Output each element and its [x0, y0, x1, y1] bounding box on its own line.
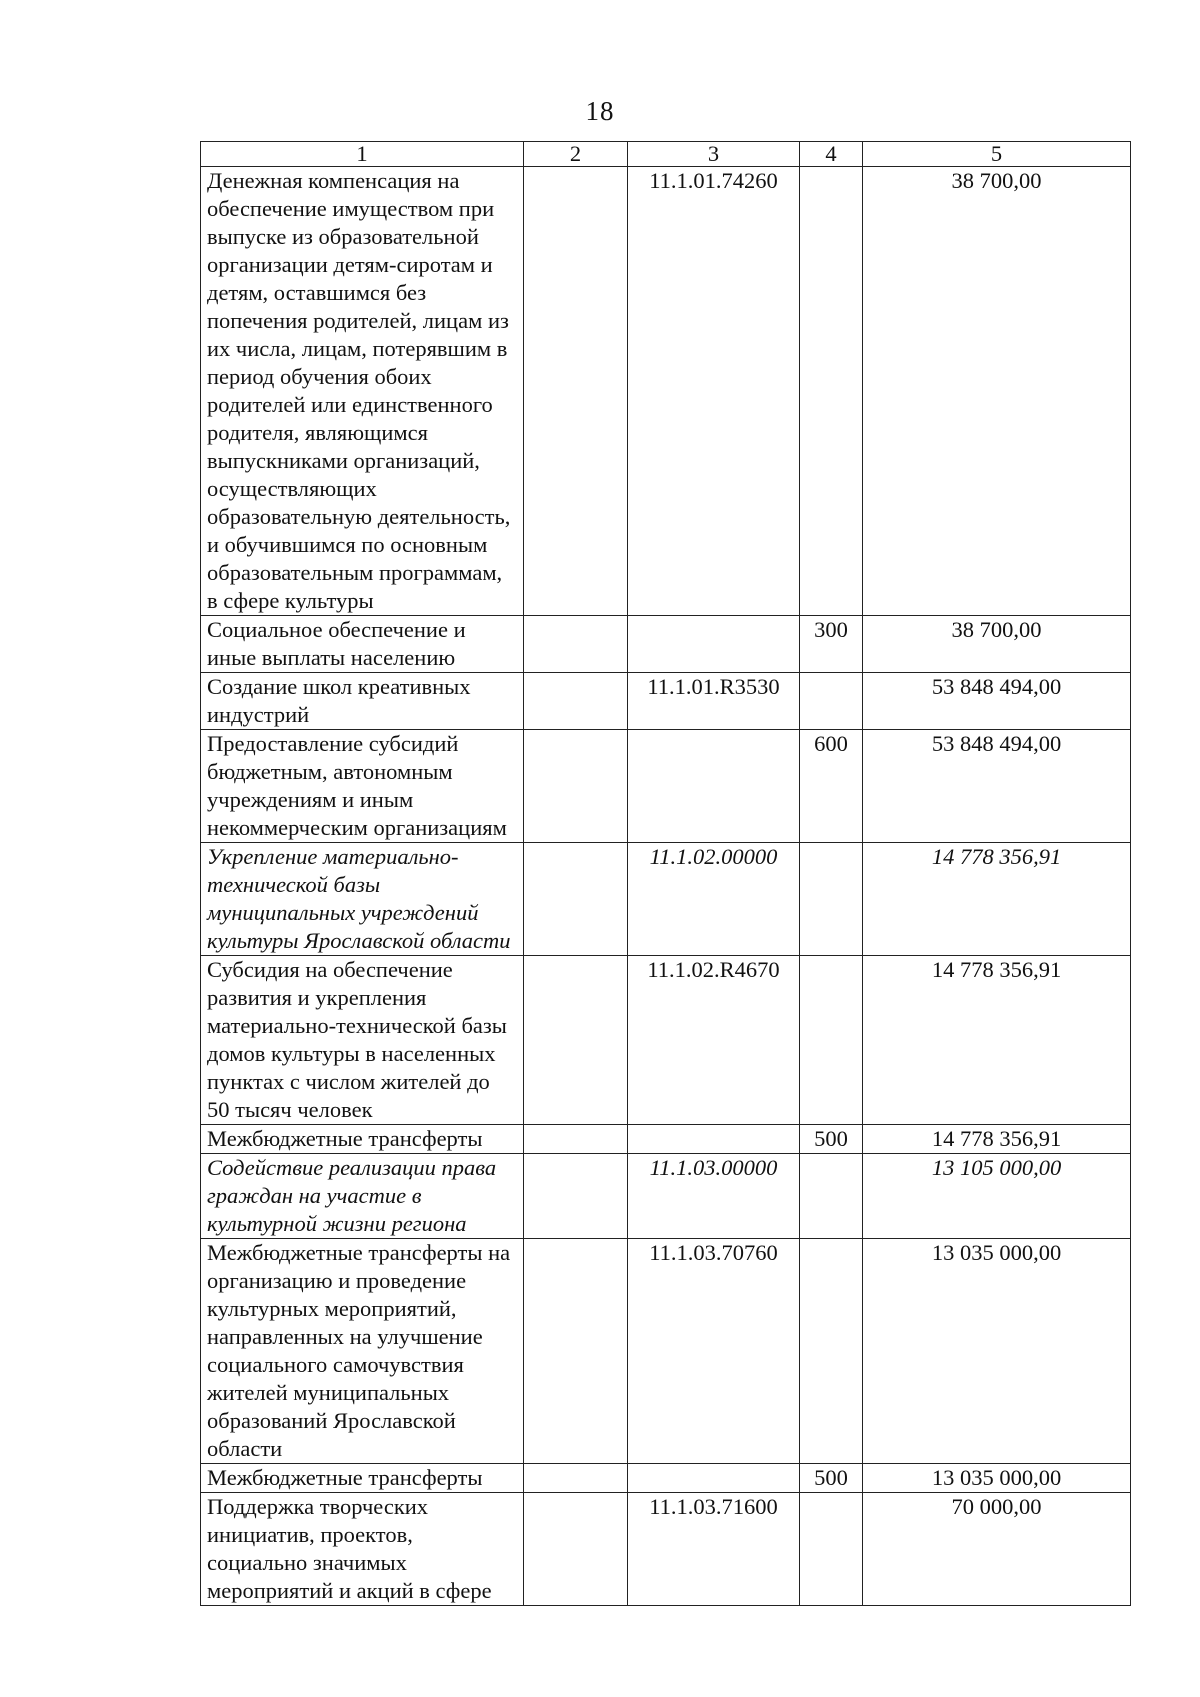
table-row	[201, 1239, 1131, 1464]
page-number: 18	[585, 96, 615, 126]
row-amount-cell: 38 700,00	[863, 167, 1131, 616]
row-name-cell: Поддержка творческих инициатив, проектов, социально значимых мероприятий и акций в сфере	[201, 1493, 524, 1606]
row-name-cell: Денежная компенсация на обеспечение имуществом при выпуске из образовательной организации детям-сиротам и детям, оставшимся без попечения родителей, лицам из их числа, лицам, потерявшим в период обучения обоих родителей или единственного родителя, являющимся выпускниками организаций, осуществляющих образовательную деятельность, и обучившимся по основным образовательным программам, в сфере культуры	[201, 167, 524, 616]
row-col2-cell	[524, 1464, 628, 1493]
row-col2-cell	[524, 730, 628, 843]
row-col2-cell	[524, 1125, 628, 1154]
row-amount-cell: 53 848 494,00	[863, 673, 1131, 730]
row-code-cell: 11.1.03.70760	[628, 1239, 800, 1464]
row-type-cell: 300	[800, 616, 863, 673]
table-row	[201, 167, 1131, 616]
row-type-cell: 500	[800, 1464, 863, 1493]
table-row	[201, 616, 1131, 673]
row-col2-cell	[524, 843, 628, 956]
row-code-cell: 11.1.02.R4670	[628, 956, 800, 1125]
row-code-cell: 11.1.01.74260	[628, 167, 800, 616]
row-name-cell: Предоставление субсидий бюджетным, автономным учреждениям и иным некоммерческим организациям	[201, 730, 524, 843]
table-body	[201, 167, 1131, 1606]
row-name-cell: Межбюджетные трансферты на организацию и проведение культурных мероприятий, направленных на улучшение социального самочувствия жителей муниципальных образований Ярославской области	[201, 1239, 524, 1464]
row-col2-cell	[524, 956, 628, 1125]
row-code-cell: 11.1.02.00000	[628, 843, 800, 956]
row-code-cell	[628, 730, 800, 843]
row-code-cell	[628, 616, 800, 673]
row-type-cell	[800, 843, 863, 956]
row-amount-cell: 14 778 356,91	[863, 956, 1131, 1125]
table-row	[201, 956, 1131, 1125]
row-name-cell: Укрепление материально-технической базы муниципальных учреждений культуры Ярославской области	[201, 843, 524, 956]
row-col2-cell	[524, 1493, 628, 1606]
table-row	[201, 1154, 1131, 1239]
row-type-cell: 500	[800, 1125, 863, 1154]
row-name-cell: Межбюджетные трансферты	[201, 1125, 524, 1154]
table-row	[201, 1464, 1131, 1493]
row-amount-cell: 13 105 000,00	[863, 1154, 1131, 1239]
header-cell: 4	[800, 142, 863, 167]
row-type-cell	[800, 167, 863, 616]
header-cell: 2	[524, 142, 628, 167]
row-col2-cell	[524, 1239, 628, 1464]
table-header-row	[201, 142, 1131, 167]
header-cell: 1	[201, 142, 524, 167]
budget-table	[200, 141, 1131, 1606]
header-cell: 5	[863, 142, 1131, 167]
row-code-cell: 11.1.03.00000	[628, 1154, 800, 1239]
table-row	[201, 843, 1131, 956]
row-type-cell	[800, 673, 863, 730]
row-amount-cell: 13 035 000,00	[863, 1464, 1131, 1493]
row-amount-cell: 14 778 356,91	[863, 1125, 1131, 1154]
row-name-cell: Субсидия на обеспечение развития и укрепления материально-технической базы домов культуры в населенных пунктах с числом жителей до 50 тысяч человек	[201, 956, 524, 1125]
row-col2-cell	[524, 167, 628, 616]
row-amount-cell: 38 700,00	[863, 616, 1131, 673]
row-type-cell	[800, 956, 863, 1125]
table-row	[201, 1125, 1131, 1154]
row-amount-cell: 13 035 000,00	[863, 1239, 1131, 1464]
row-code-cell	[628, 1125, 800, 1154]
row-col2-cell	[524, 1154, 628, 1239]
table-row	[201, 673, 1131, 730]
row-amount-cell: 70 000,00	[863, 1493, 1131, 1606]
table-row	[201, 730, 1131, 843]
row-col2-cell	[524, 616, 628, 673]
row-code-cell: 11.1.03.71600	[628, 1493, 800, 1606]
row-code-cell: 11.1.01.R3530	[628, 673, 800, 730]
row-type-cell	[800, 1493, 863, 1606]
row-type-cell	[800, 1154, 863, 1239]
table-row	[201, 1493, 1131, 1606]
row-type-cell: 600	[800, 730, 863, 843]
row-amount-cell: 53 848 494,00	[863, 730, 1131, 843]
row-name-cell: Создание школ креативных индустрий	[201, 673, 524, 730]
row-code-cell	[628, 1464, 800, 1493]
row-name-cell: Межбюджетные трансферты	[201, 1464, 524, 1493]
header-cell: 3	[628, 142, 800, 167]
row-name-cell: Содействие реализации права граждан на участие в культурной жизни региона	[201, 1154, 524, 1239]
row-type-cell	[800, 1239, 863, 1464]
row-amount-cell: 14 778 356,91	[863, 843, 1131, 956]
row-name-cell: Социальное обеспечение и иные выплаты населению	[201, 616, 524, 673]
row-col2-cell	[524, 673, 628, 730]
